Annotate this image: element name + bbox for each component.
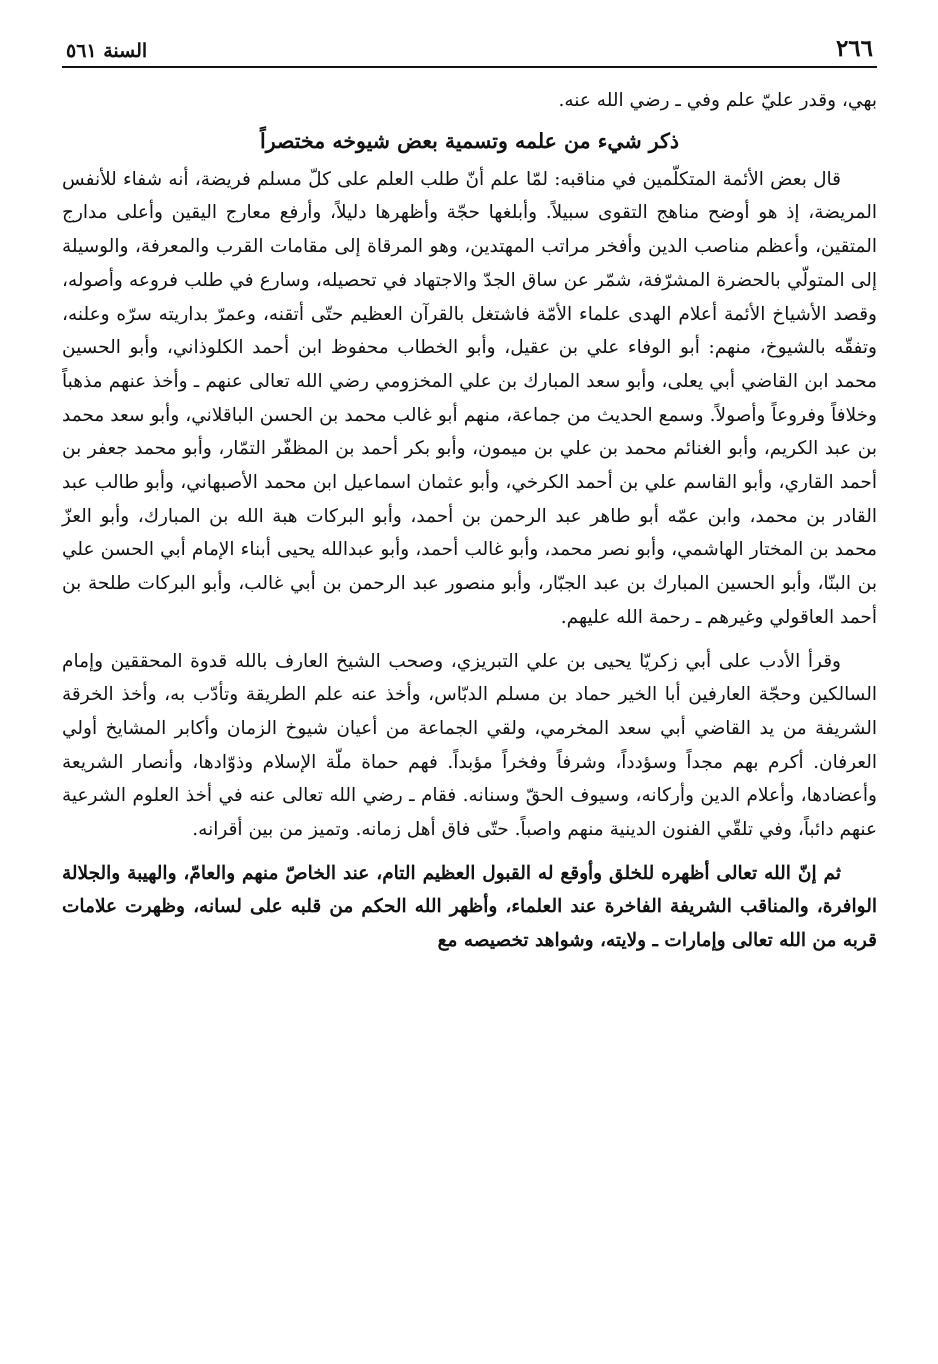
- running-head: [62, 28, 877, 62]
- page-number: ٢٦٦: [835, 35, 873, 62]
- header-rule: [62, 66, 877, 68]
- year-label: السنة ٥٦١: [66, 40, 148, 62]
- paragraph-acceptance: ثم إنّ الله تعالى أظهره للخلق وأوقع له القبول العظيم التام، عند الخاصّ منهم والعامّ، والهيبة والجلالة الوافرة، والمناقب الشريفة الفاخرة عند العلماء، وأظهر الله الحكم من قلبه على لسانه، وظهرت علامات قربه من الله تعالى وإمارات ـ ولايته، وشواهد تخصيصه مع: [62, 862, 877, 952]
- section-heading: ذكر شيء من علمه وتسمية بعض شيوخه مختصراً: [260, 128, 679, 153]
- opening-line: بهي، وقدر عليّ علم وفي ـ رضي الله عنه.: [558, 90, 877, 111]
- paragraph-teachers: قال بعض الأئمة المتكلّمين في مناقبه: لمّا علم أنّ طلب العلم على كلّ مسلم فريضة، أنه شفاء للأنفس المريضة، إذ هو أوضح مناهج التقوى سبيلاً. وأبلغها حجّة وأظهرها دليلاً، وأرفع معارج اليقين وأعلى مدارج المتقين، وأعظم مناصب الدين وأفخر مراتب المهتدين، وهو المرقاة إلى مقامات القرب والمعرفة، والوسيلة إلى المتولّي بالحضرة المشرّفة، شمّر عن ساق الجدّ والاجتهاد في تحصيله، وسارع في طلب فروعه وأصوله، وقصد الأشياخ الأئمة أعلام الهدى علماء الأمّة فاشتغل بالقرآن العظيم حتّى أتقنه، وعمرّ بداريته سرّه وعلنه، وتفقّه بالشيوخ، منهم: أبو الوفاء علي بن عقيل، وأبو الخطاب محفوظ ابن أحمد الكلوذاني، وأبو الحسين محمد ابن القاضي أبي يعلى، وأبو سعد المبارك بن علي المخزومي رضي الله تعالى عنهم ـ وأخذ عنهم مذهباً وخلافاً وفروعاً وأصولاً. وسمع الحديث من جماعة، منهم أبو غالب محمد بن الحسن الباقلاني، وأبو سعد محمد بن عبد الكريم، وأبو الغنائم محمد بن علي بن ميمون، وأبو بكر أحمد بن المظفّر التمّار، وأبو محمد جعفر بن أحمد القاري، وأبو القاسم علي بن أحمد الكرخي، وأبو عثمان اسماعيل ابن محمد الأصبهاني، وأبو طالب عبد القادر بن محمد، وابن عمّه أبو طاهر عبد الرحمن بن أحمد، وأبو البركات هبة الله بن المبارك، وأبو العزّ محمد بن المختار الهاشمي، وأبو نصر محمد، وأبو غالب أحمد، وأبو عبدالله يحيى أبناء الإمام أبي الحسن علي بن البنّا، وأبو الحسين المبارك بن عبد الجبّار، وأبو منصور عبد الرحمن بن أبي غالب، وأبو البركات طلحة بن أحمد العاقولي وغيرهم ـ رحمة الله عليهم.: [62, 168, 877, 628]
- paragraph-literature: وقرأ الأدب على أبي زكريّا يحيى بن علي التبريزي، وصحب الشيخ العارف بالله قدوة المحققين وإمام السالكين وحجّة العارفين أبا الخير حماد بن مسلم الدبّاس، وأخذ عنه علم الطريقة وتأدّب به، وأخذ الخرقة الشريفة من يد القاضي أبي سعد المخرمي، ولقي الجماعة من أعيان شيوخ الزمان وأكابر المشايخ أولي العرفان. أكرم بهم مجداً وسؤدداً، وشرفاً وفخراً مؤبداً. فهم حماة ملّة الإسلام وذوّادها، وأنصار الشريعة وأعضادها، وأعلام الدين وأركانه، وسيوف الحقّ وسنانه. فقام ـ رضي الله تعالى عنه في أخذ العلوم الشرعية عنهم دائباً، وفي تلقّي الفنون الدينية منهم واصباً. حتّى فاق أهل زمانه. وتميز من بين أقرانه.: [62, 650, 877, 841]
- book-page: [62, 28, 877, 958]
